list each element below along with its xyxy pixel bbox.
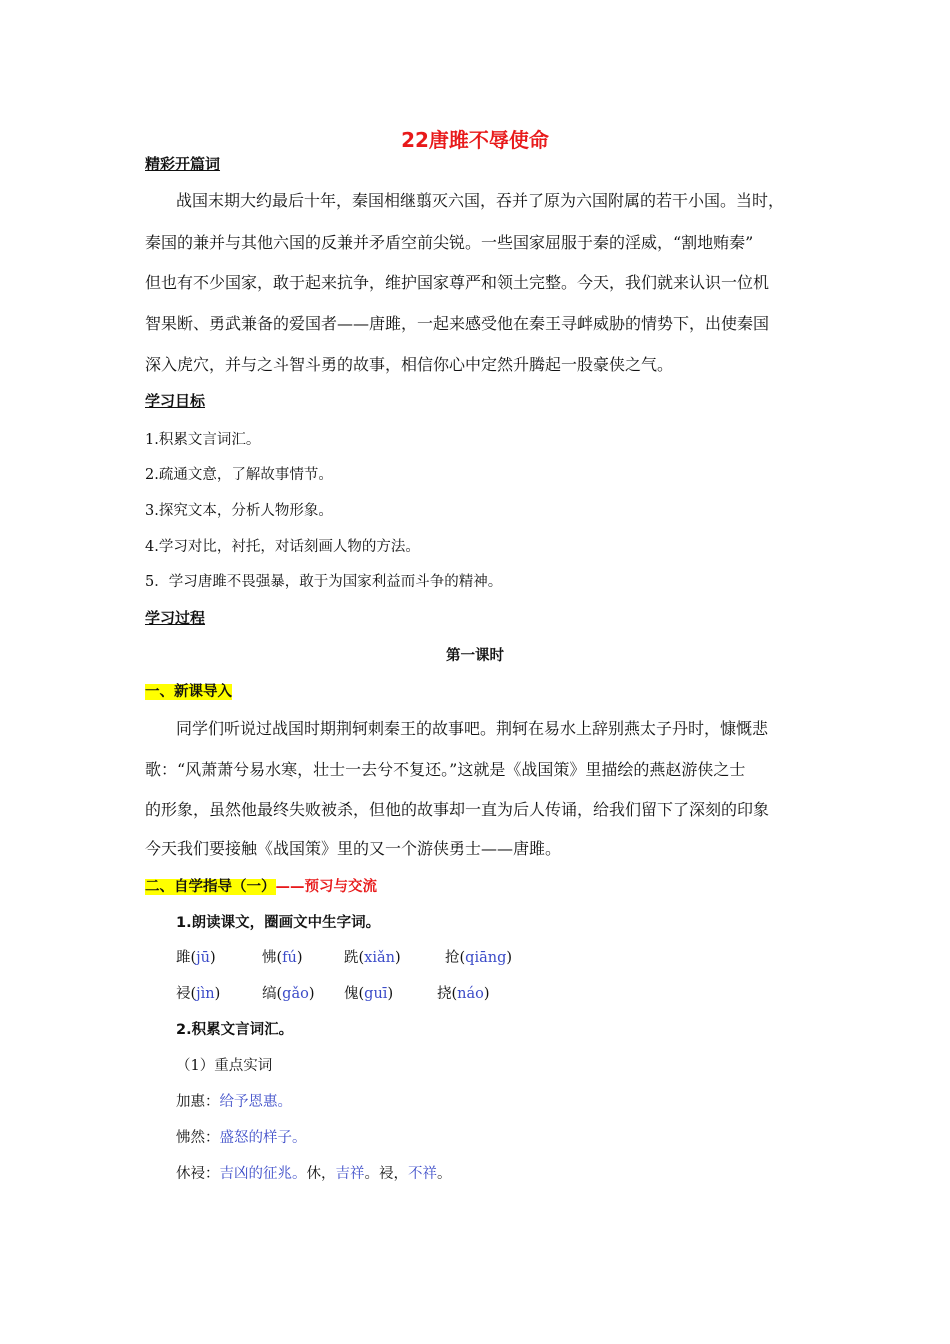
- part1-line-3: 的形象，虽然他最终失败被杀，但他的故事却一直为后人传诵，给我们留下了深刻的印象: [145, 800, 770, 819]
- pinyin-char: 挠: [437, 986, 452, 1002]
- term-punct: 。祲，: [364, 1166, 408, 1182]
- pinyin-item: 怫(fú): [262, 950, 303, 966]
- pinyin-reading: fú: [282, 950, 297, 966]
- intro-line-3: 但也有不少国家，敢于起来抗争，维护国家尊严和领土完整。今天，我们就来认识一位机: [145, 273, 770, 292]
- term-definition: 给予恩惠。: [219, 1094, 292, 1110]
- step-1: 1.朗读课文，圈画文中生字词。: [176, 915, 381, 931]
- goal-item-3: 3.探究文本，分析人物形象。: [145, 503, 333, 519]
- pinyin-reading: qiāng: [465, 950, 507, 966]
- pinyin-item: 傀(guī): [344, 986, 394, 1002]
- part1-line-4: 今天我们要接触《战国策》里的又一个游侠勇士——唐雎。: [145, 839, 562, 858]
- section-heading-goals: 学习目标: [145, 392, 206, 410]
- term-definition: 盛怒的样子。: [219, 1130, 307, 1146]
- pinyin-reading: xiǎn: [364, 950, 395, 966]
- term-label: 加惠：: [176, 1094, 220, 1110]
- term-item: [176, 1126, 307, 1147]
- pinyin-item: 挠(náo): [437, 986, 490, 1002]
- page-title: 22唐雎不辱使命: [401, 128, 549, 152]
- section-heading-process: 学习过程: [145, 609, 206, 627]
- goal-item-1: 1.积累文言词汇。: [145, 432, 261, 448]
- intro-line-1: 战国末期大约最后十年，秦国相继翦灭六国，吞并了原为六国附属的若干小国。当时，: [176, 191, 785, 210]
- goal-item-4: 4.学习对比，衬托，对话刻画人物的方法。: [145, 539, 420, 555]
- pinyin-char: 祲: [176, 986, 191, 1002]
- term-label: 怫然：: [176, 1130, 220, 1146]
- sub-heading-1: （1）重点实词: [176, 1058, 273, 1074]
- term-label: 休祲：: [176, 1166, 220, 1182]
- part1-heading-text: 一、新课导入: [145, 684, 232, 700]
- pinyin-item: 雎(jū): [176, 950, 216, 966]
- pinyin-char: 怫: [262, 950, 277, 966]
- term-punct: 。: [437, 1166, 452, 1182]
- pinyin-item: 缟(gǎo): [262, 986, 315, 1002]
- pinyin-item: 跣(xiǎn): [344, 950, 401, 966]
- intro-line-4: 智果断、勇武兼备的爱国者——唐雎，一起来感受他在秦王寻衅威胁的情势下，出使秦国: [145, 314, 770, 333]
- part1-line-2: 歌：“风萧萧兮易水寒，壮士一去兮不复还。”这就是《战国策》里描绘的燕赵游侠之士: [145, 760, 746, 779]
- section-heading-intro: 精彩开篇词: [145, 155, 221, 173]
- term-definition: 吉凶的征兆。: [219, 1166, 307, 1182]
- pinyin-char: 抢: [445, 950, 460, 966]
- intro-line-2: 秦国的兼并与其他六国的反兼并矛盾空前尖锐。一些国家屈服于秦的淫威，“割地贿秦”: [145, 233, 754, 252]
- term-definition: 吉祥: [335, 1166, 365, 1182]
- pinyin-char: 跣: [344, 950, 359, 966]
- pinyin-reading: jìn: [196, 986, 215, 1002]
- part2-heading: [145, 875, 377, 896]
- pinyin-char: 缟: [262, 986, 277, 1002]
- part2-heading-rest: ——预习与交流: [275, 879, 377, 895]
- pinyin-item: 抢(qiāng): [445, 950, 513, 966]
- term-punct: 休，: [306, 1166, 336, 1182]
- step-2: 2.积累文言词汇。: [176, 1022, 294, 1038]
- part2-heading-highlight: 二、自学指导（一）: [145, 879, 276, 895]
- term-definition: 不祥: [408, 1166, 437, 1182]
- pinyin-char: 傀: [344, 986, 359, 1002]
- pinyin-reading: jū: [196, 950, 211, 966]
- goal-item-2: 2.疏通文意，了解故事情节。: [145, 467, 333, 483]
- lesson-title: 第一课时: [446, 648, 504, 664]
- term-item: [176, 1090, 292, 1111]
- pinyin-char: 雎: [176, 950, 191, 966]
- part1-line-1: 同学们听说过战国时期荆轲刺秦王的故事吧。荆轲在易水上辞别燕太子丹时，慷慨悲: [176, 719, 769, 738]
- part1-heading: [145, 680, 232, 701]
- pinyin-reading: gǎo: [282, 986, 309, 1002]
- pinyin-item: 祲(jìn): [176, 986, 221, 1002]
- term-item: [176, 1162, 452, 1183]
- pinyin-reading: náo: [457, 986, 484, 1002]
- pinyin-reading: guī: [364, 986, 388, 1002]
- intro-line-5: 深入虎穴，并与之斗智斗勇的故事，相信你心中定然升腾起一股豪侠之气。: [145, 355, 674, 374]
- goal-item-5: 5．学习唐雎不畏强暴，敢于为国家利益而斗争的精神。: [145, 574, 503, 590]
